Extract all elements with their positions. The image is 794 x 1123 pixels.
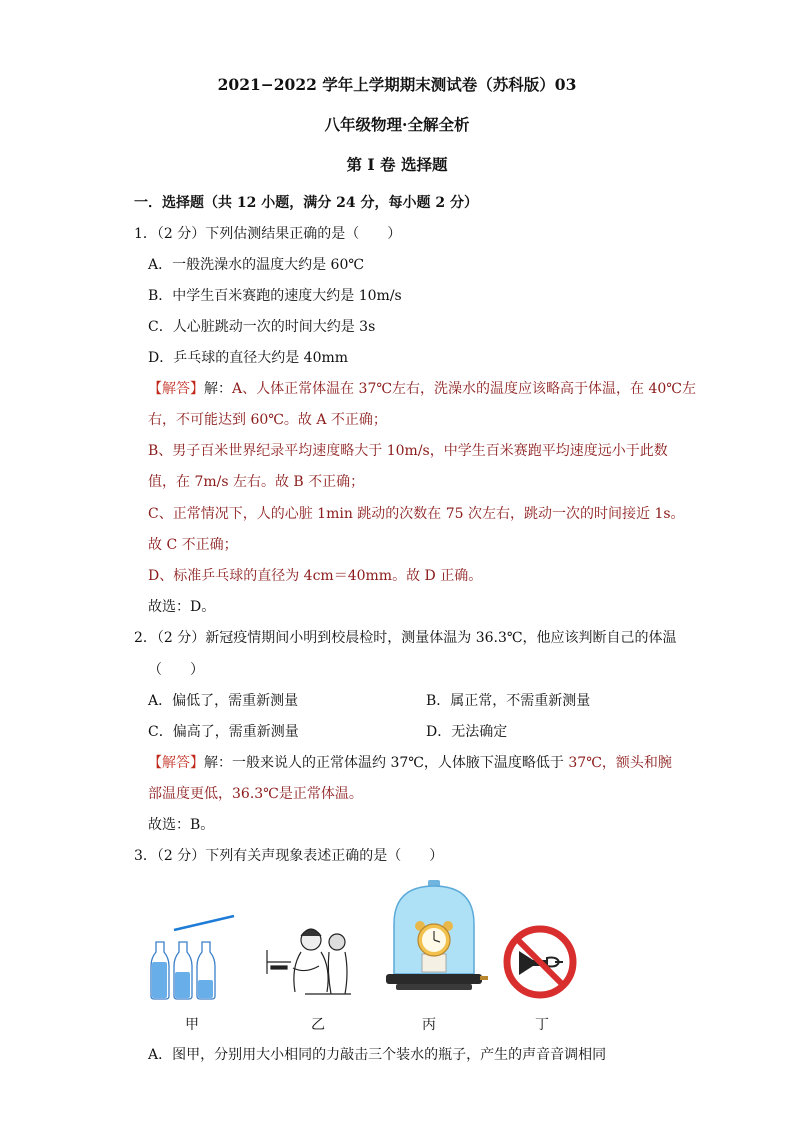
exam-subtitle: 八年级物理·全解全析: [324, 115, 470, 134]
q2-option-d: D．无法确定: [426, 724, 508, 740]
answer-text: A、人体正常体温在 37℃左右，洗澡水的温度应该略高于体温，在 40℃左: [232, 381, 696, 397]
q2-choice: 故选：B。: [148, 817, 215, 833]
q2-option-a: A．偏低了，需重新测量: [148, 693, 299, 709]
answer-tag: 【解答】: [148, 381, 204, 397]
q1-option-b: B．中学生百米赛跑的速度大约是 10m/s: [148, 288, 402, 304]
q1-answer-line-1: [148, 380, 696, 398]
answer-text-red: 37℃，额头和腕: [568, 755, 672, 771]
q3-stem: 3．（2 分）下列有关声现象表述正确的是（ ）: [134, 848, 444, 864]
figure-bell-jar: [382, 880, 490, 998]
q1-answer-line-2: 右，不可能达到 60℃。故 A 不正确；: [148, 412, 387, 428]
part-heading: 第 I 卷 选择题: [346, 155, 448, 174]
q2-answer-line-2: 部温度更低，36.3℃是正常体温。: [148, 786, 363, 802]
caption-jia: 甲: [185, 1017, 199, 1033]
q2-option-c: C．偏高了，需重新测量: [148, 724, 299, 740]
caption-bing: 丙: [422, 1017, 436, 1033]
q2-stem: 2．（2 分）新冠疫情期间小明到校晨检时，测量体温为 36.3℃，他应该判断自己的体温: [134, 630, 677, 646]
q1-option-d: D．乒乓球的直径大约是 40mm: [148, 350, 349, 366]
answer-label: 解：: [204, 381, 232, 397]
answer-tag: 【解答】: [148, 755, 204, 771]
no-horn-sign-icon: [503, 925, 577, 999]
q2-stem-bracket: （ ）: [148, 662, 204, 678]
answer-text: 一般来说人的正常体温约 37℃，人体腋下温度略低于: [232, 755, 569, 771]
q1-answer-line-4: 值，在 7m/s 左右。故 B 不正确；: [148, 474, 365, 490]
caption-yi: 乙: [311, 1017, 325, 1033]
answer-label: 解：: [204, 755, 232, 771]
q1-answer-line-5: C、正常情况下，人的心脏 1min 跳动的次数在 75 次左右，跳动一次的时间接近 1s。: [148, 506, 685, 522]
q2-answer-line-1: [148, 754, 672, 772]
q1-answer-line-7: D、标准乒乓球的直径为 4cm＝40mm。故 D 正确。: [148, 568, 483, 584]
section-heading: 一．选择题（共 12 小题，满分 24 分，每小题 2 分）: [134, 195, 478, 211]
figure-stethoscope: [265, 922, 361, 1000]
q1-answer-line-3: B、男子百米世界纪录平均速度略大于 10m/s，中学生百米赛跑平均速度远小于此数: [148, 443, 668, 459]
caption-ding: 丁: [535, 1017, 549, 1033]
q1-option-c: C．人心脏跳动一次的时间大约是 3s: [148, 319, 376, 335]
q2-option-b: B．属正常，不需重新测量: [426, 693, 591, 709]
exam-title: 2021−2022 学年上学期期末测试卷（苏科版）03: [217, 75, 577, 94]
q1-option-a: A．一般洗澡水的温度大约是 60℃: [148, 257, 365, 273]
q1-answer-line-6: 故 C 不正确；: [148, 537, 238, 553]
figure-bottles: [148, 910, 238, 1002]
q1-stem: 1．（2 分）下列估测结果正确的是（ ）: [134, 226, 402, 242]
q1-choice: 故选：D。: [148, 599, 216, 615]
q3-option-a: A．图甲，分别用大小相同的力敲击三个装水的瓶子，产生的声音音调相同: [148, 1047, 607, 1063]
